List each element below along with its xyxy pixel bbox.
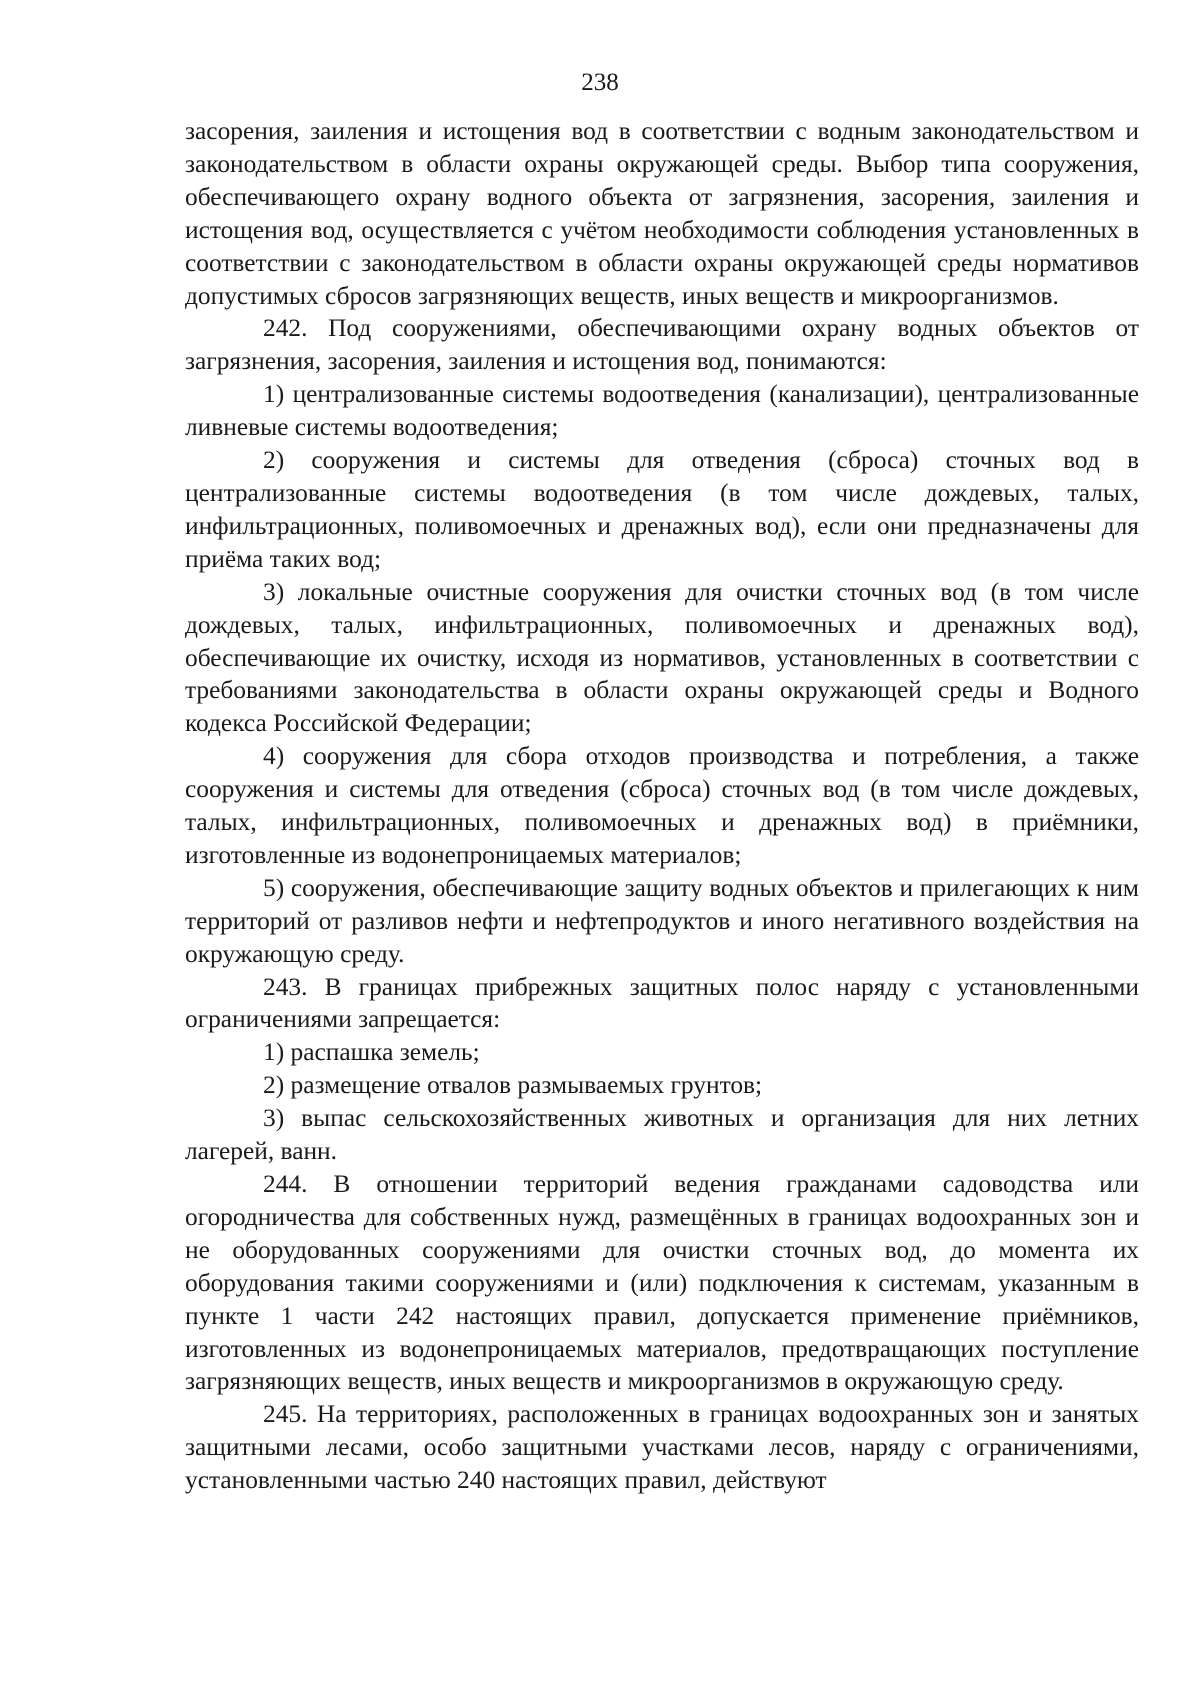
paragraph-item-243: 243. В границах прибрежных защитных полос наряду с установленными ограничениями запрещается: bbox=[185, 972, 1139, 1034]
paragraph-item-244: 244. В отношении территорий ведения гражданами садоводства или огородничества для собственных нужд, размещённых в границах водоохранных зон и не оборудованных сооружениями для очистки сточных вод, до момента их оборудования такими сооружениями и (или) подключения к системам, указанным в пункте 1 части 242 настоящих правил, допускается применение приёмников, изготовленных из водонепроницаемых материалов, предотвращающих поступление загрязняющих веществ, иных веществ и микроорганизмов в окружающую среду. bbox=[185, 1170, 1139, 1396]
list-item-243-3: 3) выпас сельскохозяйственных животных и организация для них летних лагерей, ванн. bbox=[185, 1104, 1139, 1166]
list-item-242-1: 1) централизованные системы водоотведения (канализации), централизованные ливневые системы водоотведения; bbox=[185, 380, 1139, 442]
list-item-242-4: 4) сооружения для сбора отходов производства и потребления, а также сооружения и системы для отведения (сброса) сточных вод (в том числе дождевых, талых, инфильтрационных, поливомоечных и дренажных вод) в приёмники, изготовленные из водонепроницаемых материалов; bbox=[185, 742, 1139, 869]
list-item-242-5: 5) сооружения, обеспечивающие защиту водных объектов и прилегающих к ним территорий от разливов нефти и нефтепродуктов и иного негативного воздействия на окружающую среду. bbox=[185, 873, 1139, 968]
list-item-242-2: 2) сооружения и системы для отведения (сброса) сточных вод в централизованные системы водоотведения (в том числе дождевых, талых, инфильтрационных, поливомоечных и дренажных вод), если они предназначены для приёма таких вод; bbox=[185, 446, 1139, 573]
list-item-243-2: 2) размещение отвалов размываемых грунтов; bbox=[263, 1071, 763, 1100]
list-item-242-3: 3) локальные очистные сооружения для очистки сточных вод (в том числе дождевых, талых, инфильтрационных, поливомоечных и дренажных вод), обеспечивающие их очистку, исходя из нормативов, установленных в соответствии с требованиями законодательства в области охраны окружающей среды и Водного кодекса Российской Федерации; bbox=[185, 577, 1139, 738]
paragraph-item-245: 245. На территориях, расположенных в границах водоохранных зон и занятых защитными лесами, особо защитными участками лесов, наряду с ограничениями, установленными частью 240 настоящих правил, действуют bbox=[185, 1400, 1139, 1495]
paragraph-item-242: 242. Под сооружениями, обеспечивающими охрану водных объектов от загрязнения, засорения, заиления и истощения вод, понимаются: bbox=[185, 314, 1139, 376]
paragraph-continuation: засорения, заиления и истощения вод в соответствии с водным законодательством и законодательством в области охраны окружающей среды. Выбор типа сооружения, обеспечивающего охрану водного объекта от загрязнения, засорения, заиления и истощения вод, осуществляется с учётом необходимости соблюдения установленных в соответствии с законодательством в области охраны окружающей среды нормативов допустимых сбросов загрязняющих веществ, иных веществ и микроорганизмов. bbox=[185, 117, 1139, 310]
page-number: 238 bbox=[581, 69, 619, 96]
document-body bbox=[185, 115, 1139, 1497]
list-item-243-1: 1) распашка земель; bbox=[263, 1038, 480, 1067]
